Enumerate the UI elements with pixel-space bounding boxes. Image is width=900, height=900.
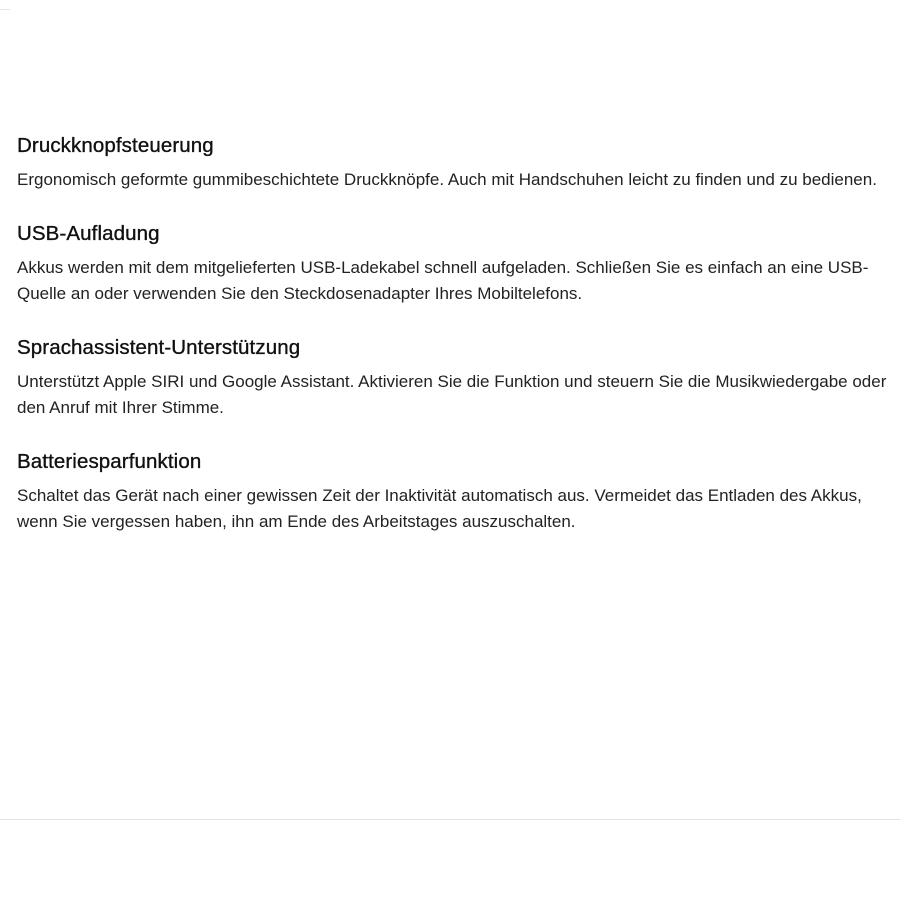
feature-description: Unterstützt Apple SIRI und Google Assistant. Aktivieren Sie die Funktion und steuern Sie die Musikwiedergabe oder den Anruf mit Ihrer Stimme. bbox=[17, 372, 887, 417]
feature-battery-saver bbox=[17, 448, 889, 535]
bottom-divider bbox=[0, 819, 900, 820]
feature-push-button-control bbox=[17, 132, 889, 193]
top-left-divider bbox=[0, 9, 10, 10]
feature-description: Ergonomisch geformte gummibeschichtete Druckknöpfe. Auch mit Handschuhen leicht zu finden und zu bedienen. bbox=[17, 170, 877, 189]
feature-description: Akkus werden mit dem mitgelieferten USB-Ladekabel schnell aufgeladen. Schließen Sie es einfach an eine USB-Quelle an oder verwenden Sie den Steckdosenadapter Ihres Mobiltelefons. bbox=[17, 258, 869, 303]
feature-title: Sprachassistent-Unterstützung bbox=[17, 336, 301, 359]
feature-title: Druckknopfsteuerung bbox=[17, 134, 214, 157]
feature-voice-assistant bbox=[17, 334, 889, 421]
feature-title: USB-Aufladung bbox=[17, 222, 160, 245]
feature-title: Batteriesparfunktion bbox=[17, 450, 202, 473]
feature-list bbox=[17, 132, 889, 562]
feature-description: Schaltet das Gerät nach einer gewissen Zeit der Inaktivität automatisch aus. Vermeidet das Entladen des Akkus, wenn Sie vergessen haben, ihn am Ende des Arbeitstages auszuschalten. bbox=[17, 486, 862, 531]
feature-usb-charging bbox=[17, 220, 889, 307]
